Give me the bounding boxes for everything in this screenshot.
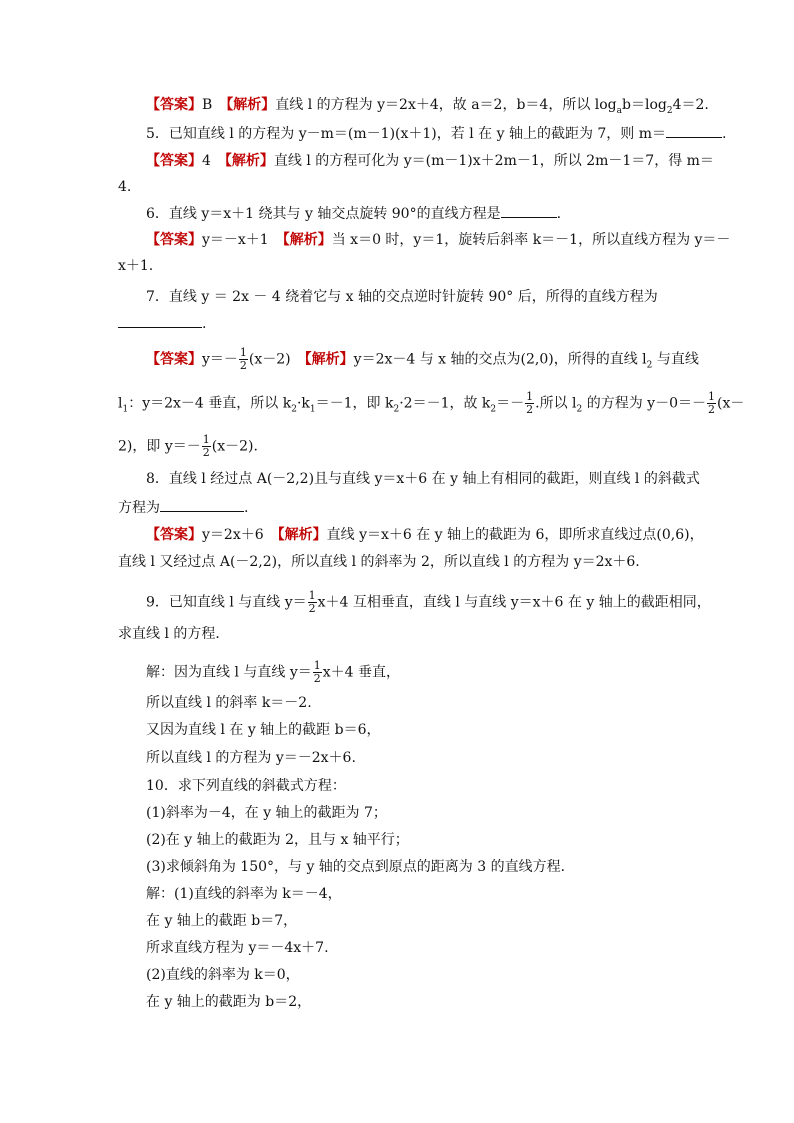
question-8: 8．直线 l 经过点 A(－2,2)且与直线 y＝x＋6 在 y 轴上有相同的截距，则直线 l 的斜截式 <box>146 471 700 487</box>
answer-8-cont: 直线 l 又经过点 A(－2,2)，所以直线 l 的斜率为 2，所以直线 l 的方程为 y＝2x＋6. <box>118 554 640 570</box>
analysis-tag: 【解析】 <box>226 97 276 113</box>
answer-8: 【答案】y＝2x＋6 【解析】直线 y＝x＋6 在 y 轴上的截距为 6，即所求直线过点(0,6)， <box>146 527 704 543</box>
solution-9-line-2: 所以直线 l 的斜率 k＝－2. <box>146 695 312 711</box>
question-10: 10．求下列直线的斜截式方程： <box>146 778 346 794</box>
fraction: $\frac{1}{2}$ <box>239 346 247 372</box>
question-10-part-2: (2)在 y 轴上的截距为 2，且与 x 轴平行； <box>146 832 409 848</box>
answer-5-cont: 4. <box>118 179 132 195</box>
question-10-part-1: (1)斜率为－4，在 y 轴上的截距为 7； <box>146 805 387 821</box>
solution-10-line-3: 所求直线方程为 y＝－4x＋7. <box>146 940 329 956</box>
question-8-cont: 方程为 . <box>118 497 248 518</box>
answer-5: 【答案】4 【解析】直线 l 的方程可化为 y＝(m－1)x＋2m－1，所以 2m－1＝7，得 m＝ <box>146 153 714 169</box>
solution-9-line-3: 又因为直线 l 在 y 轴上的截距 b＝6， <box>146 722 381 738</box>
fraction: $\frac{1}{2}$ <box>708 390 715 416</box>
question-9-cont: 求直线 l 的方程． <box>118 626 230 642</box>
question-6: 6．直线 y＝x＋1 绕其与 y 轴交点旋转 90°的直线方程是 . <box>146 203 561 224</box>
answer-tag: 【答案】 <box>146 97 202 113</box>
answer-blank <box>160 497 244 512</box>
question-10-part-3: (3)求倾斜角为 150°，与 y 轴的交点到原点的距离为 3 的直线方程． <box>146 859 575 875</box>
solution-10-line-4: (2)直线的斜率为 k＝0， <box>146 967 300 983</box>
fraction: $\frac{1}{2}$ <box>313 659 321 685</box>
question-9: 9．已知直线 l 与直线 y＝ $\frac{1}{2}$ x＋4 互相垂直，直线 l 与直线 y＝x＋6 在 y 轴上的截距相同， <box>146 589 711 615</box>
solution-9-line-1: 解：因为直线 l 与直线 y＝ $\frac{1}{2}$ x＋4 垂直， <box>146 659 401 685</box>
answer-7-line-2: $l_1$：y＝2x－4 垂直，所以 $k_2\cdot k_1=-1$，即 $k_2\cdot 2=-1$，故 $k_2=-$ $\frac{1}{2}$ .所以 $l_2$ 的方程为 y－0＝－ $\frac{1}{2}$ (x－ <box>118 390 745 416</box>
fraction: $\frac{1}{2}$ <box>526 390 534 416</box>
answer-blank <box>501 203 557 218</box>
solution-9-line-4: 所以直线 l 的方程为 y＝－2x＋6. <box>146 750 356 766</box>
solution-10-line-2: 在 y 轴上的截距 b＝7， <box>146 913 298 929</box>
answer-blank <box>118 313 202 328</box>
fraction: $\frac{1}{2}$ <box>308 589 316 615</box>
answer-7-line-3: 2)，即 y＝－ $\frac{1}{2}$ (x－2). <box>118 433 258 459</box>
answer-6-cont: x＋1. <box>118 258 154 274</box>
solution-10-line-5: 在 y 轴上的截距为 b＝2， <box>146 994 312 1010</box>
solution-10-line-1: 解：(1)直线的斜率为 k＝－4， <box>146 886 342 902</box>
answer-6: 【答案】y＝－x＋1 【解析】当 x＝0 时，y＝1，旋转后斜率 k＝－1，所以直线方程为 y＝－ <box>146 232 731 248</box>
answer-4: 【答案】B 【解析】直线 l 的方程为 y＝2x＋4，故 a＝2，b＝4，所以 $\log_ab=\log_24=2$. <box>146 97 709 116</box>
question-7-cont: . <box>118 313 206 334</box>
question-5: 5．已知直线 l 的方程为 y－m＝(m－1)(x＋1)，若 l 在 y 轴上的截距为 7，则 m＝ . <box>146 123 726 144</box>
answer-blank <box>666 123 722 138</box>
question-7: 7．直线 y ＝ 2x － 4 绕着它与 x 轴的交点逆时针旋转 90° 后，所得的直线方程为 <box>146 289 658 305</box>
answer-7: 【答案】y＝－ $\frac{1}{2}$ (x－2) 【解析】y＝2x－4 与 x 轴的交点为(2,0)，所得的直线 $l_2$ 与直线 <box>146 346 699 372</box>
fraction: $\frac{1}{2}$ <box>202 433 210 459</box>
